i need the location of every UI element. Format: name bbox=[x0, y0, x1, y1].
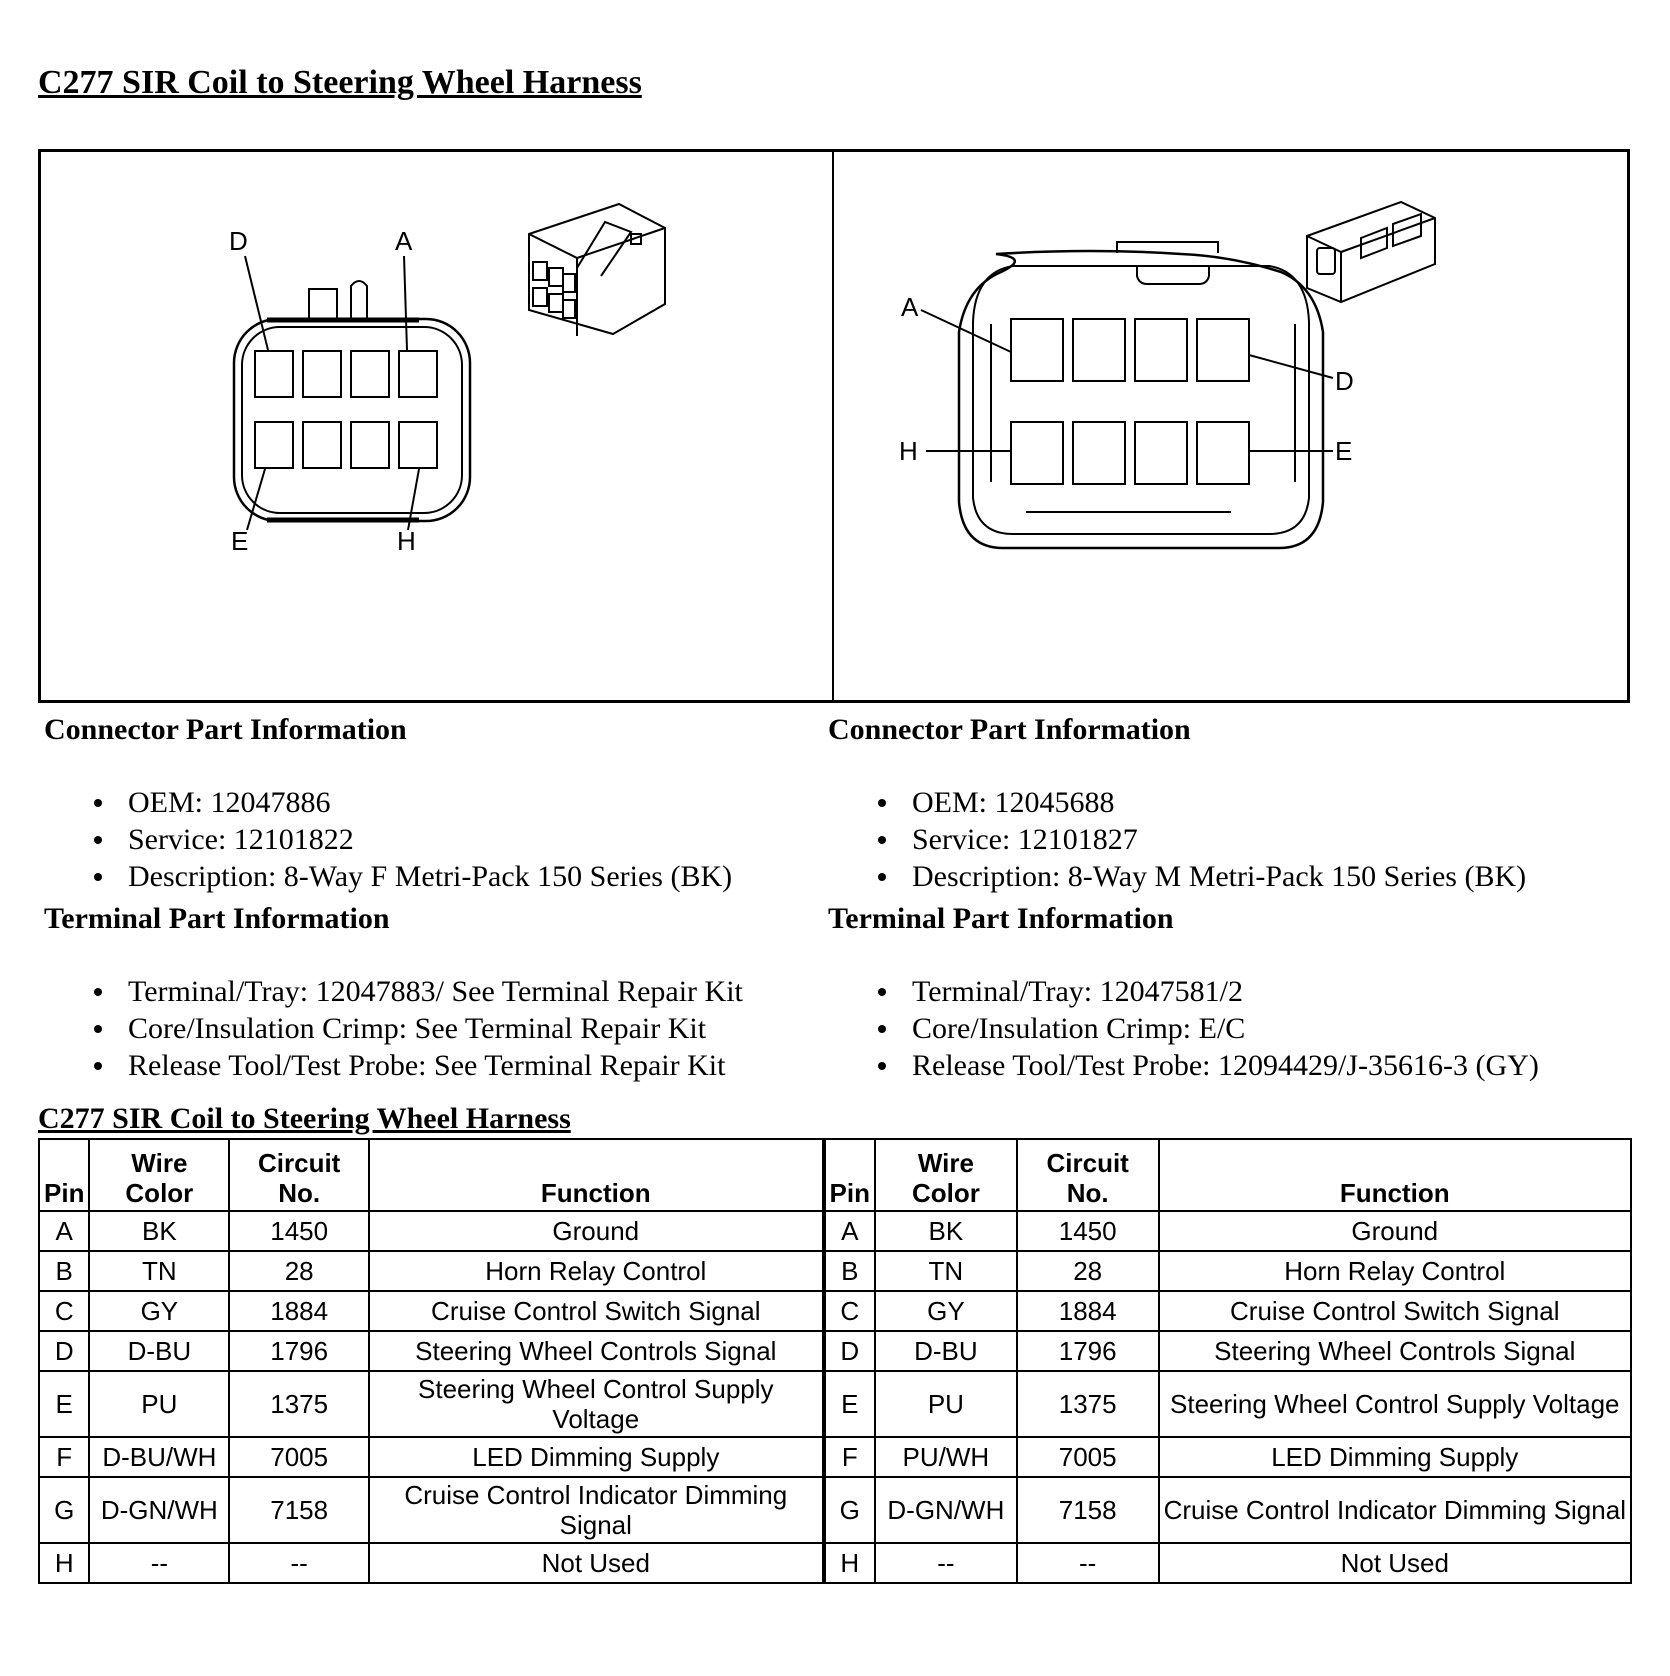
header-circuit-no: Circuit No. bbox=[1017, 1139, 1159, 1211]
right-terminal-heading: Terminal Part Information bbox=[828, 902, 1174, 935]
function-cell: Cruise Control Switch Signal bbox=[1159, 1291, 1631, 1331]
left-label-e: E bbox=[231, 526, 249, 556]
female-housing-iso bbox=[529, 204, 665, 336]
circuit-cell: 1450 bbox=[1017, 1211, 1159, 1251]
function-cell: Not Used bbox=[369, 1543, 823, 1583]
wire-color-cell: D-GN/WH bbox=[89, 1477, 229, 1543]
header-function: Function bbox=[369, 1139, 823, 1211]
connector-diagrams bbox=[41, 152, 1627, 700]
left-connector-description: Description: 8-Way F Metri-Pack 150 Series (BK) bbox=[84, 858, 834, 895]
wire-color-cell: D-BU/WH bbox=[89, 1437, 229, 1477]
circuit-cell: 7158 bbox=[1017, 1477, 1159, 1543]
wire-color-cell: D-BU bbox=[875, 1331, 1017, 1371]
header-pin: Pin bbox=[824, 1139, 875, 1211]
left-terminal-crimp: Core/Insulation Crimp: See Terminal Repair Kit bbox=[84, 1010, 834, 1047]
function-cell: LED Dimming Supply bbox=[369, 1437, 823, 1477]
header-pin: Pin bbox=[39, 1139, 89, 1211]
pin-cell: H bbox=[824, 1543, 875, 1583]
function-cell: Not Used bbox=[1159, 1543, 1631, 1583]
right-terminal-crimp: Core/Insulation Crimp: E/C bbox=[868, 1010, 1618, 1047]
wire-color-cell: PU bbox=[875, 1371, 1017, 1437]
pin-cell: B bbox=[39, 1251, 89, 1291]
header-circuit-no: Circuit No. bbox=[229, 1139, 369, 1211]
function-cell: Cruise Control Indicator Dimming Signal bbox=[369, 1477, 823, 1543]
right-label-e: E bbox=[1335, 436, 1353, 466]
right-terminal-release-tool: Release Tool/Test Probe: 12094429/J-35616-3 (GY) bbox=[868, 1047, 1618, 1084]
pin-cell: E bbox=[39, 1371, 89, 1437]
function-cell: Horn Relay Control bbox=[1159, 1251, 1631, 1291]
function-cell: Steering Wheel Control Supply Voltage bbox=[1159, 1371, 1631, 1437]
connector-diagram-frame bbox=[38, 149, 1630, 703]
circuit-cell: 7005 bbox=[1017, 1437, 1159, 1477]
table-row bbox=[39, 1331, 1631, 1371]
circuit-cell: 1796 bbox=[229, 1331, 369, 1371]
pin-cell: A bbox=[39, 1211, 89, 1251]
table-row bbox=[39, 1477, 1631, 1543]
left-part-info bbox=[44, 712, 834, 1084]
circuit-cell: 7005 bbox=[229, 1437, 369, 1477]
circuit-cell: 28 bbox=[229, 1251, 369, 1291]
document-title: C277 SIR Coil to Steering Wheel Harness bbox=[38, 64, 642, 101]
wire-color-cell: D-BU bbox=[89, 1331, 229, 1371]
pin-cell: E bbox=[824, 1371, 875, 1437]
function-cell: Ground bbox=[1159, 1211, 1631, 1251]
left-terminal-tray: Terminal/Tray: 12047883/ See Terminal Repair Kit bbox=[84, 973, 834, 1010]
right-label-h: H bbox=[899, 436, 918, 466]
wire-color-cell: GY bbox=[89, 1291, 229, 1331]
right-terminal-tray: Terminal/Tray: 12047581/2 bbox=[868, 973, 1618, 1010]
function-cell: Cruise Control Indicator Dimming Signal bbox=[1159, 1477, 1631, 1543]
pin-cell: G bbox=[824, 1477, 875, 1543]
wire-color-cell: BK bbox=[89, 1211, 229, 1251]
wire-color-cell: BK bbox=[875, 1211, 1017, 1251]
function-cell: Horn Relay Control bbox=[369, 1251, 823, 1291]
left-connector-heading: Connector Part Information bbox=[44, 713, 407, 746]
wire-color-cell: TN bbox=[89, 1251, 229, 1291]
left-terminal-list bbox=[44, 973, 834, 1084]
wire-color-cell: -- bbox=[875, 1543, 1017, 1583]
right-connector-heading: Connector Part Information bbox=[828, 713, 1191, 746]
circuit-cell: 28 bbox=[1017, 1251, 1159, 1291]
wire-color-cell: TN bbox=[875, 1251, 1017, 1291]
left-connector-service: Service: 12101822 bbox=[84, 821, 834, 858]
function-cell: Cruise Control Switch Signal bbox=[369, 1291, 823, 1331]
pin-cell: F bbox=[39, 1437, 89, 1477]
wire-color-cell: -- bbox=[89, 1543, 229, 1583]
male-connector-face bbox=[921, 242, 1333, 548]
pin-cell: D bbox=[39, 1331, 89, 1371]
right-label-d: D bbox=[1335, 366, 1354, 396]
table-row bbox=[39, 1543, 1631, 1583]
right-connector-service: Service: 12101827 bbox=[868, 821, 1618, 858]
left-terminal-heading: Terminal Part Information bbox=[44, 902, 390, 935]
pin-cell: A bbox=[824, 1211, 875, 1251]
table-row bbox=[39, 1437, 1631, 1477]
right-terminal-list bbox=[828, 973, 1618, 1084]
table-row bbox=[39, 1371, 1631, 1437]
function-cell: Steering Wheel Controls Signal bbox=[1159, 1331, 1631, 1371]
wire-color-cell: PU/WH bbox=[875, 1437, 1017, 1477]
left-label-a: A bbox=[395, 226, 413, 256]
wire-color-cell: GY bbox=[875, 1291, 1017, 1331]
circuit-cell: 1450 bbox=[229, 1211, 369, 1251]
circuit-cell: 1884 bbox=[229, 1291, 369, 1331]
left-terminal-release-tool: Release Tool/Test Probe: See Terminal Repair Kit bbox=[84, 1047, 834, 1084]
right-connector-description: Description: 8-Way M Metri-Pack 150 Series (BK) bbox=[868, 858, 1618, 895]
table-row bbox=[39, 1211, 1631, 1251]
header-wire-color: Wire Color bbox=[875, 1139, 1017, 1211]
pin-cell: C bbox=[39, 1291, 89, 1331]
right-part-info bbox=[828, 712, 1618, 1084]
function-cell: Steering Wheel Control Supply Voltage bbox=[369, 1371, 823, 1437]
female-connector-face bbox=[234, 256, 470, 530]
wire-color-cell: PU bbox=[89, 1371, 229, 1437]
right-connector-list bbox=[828, 784, 1618, 895]
wire-color-cell: D-GN/WH bbox=[875, 1477, 1017, 1543]
circuit-cell: 7158 bbox=[229, 1477, 369, 1543]
left-label-d: D bbox=[229, 226, 248, 256]
table-header-row bbox=[39, 1139, 1631, 1211]
function-cell: Ground bbox=[369, 1211, 823, 1251]
left-connector-list bbox=[44, 784, 834, 895]
function-cell: Steering Wheel Controls Signal bbox=[369, 1331, 823, 1371]
function-cell: LED Dimming Supply bbox=[1159, 1437, 1631, 1477]
pin-cell: H bbox=[39, 1543, 89, 1583]
table-row bbox=[39, 1251, 1631, 1291]
circuit-cell: -- bbox=[1017, 1543, 1159, 1583]
header-wire-color: Wire Color bbox=[89, 1139, 229, 1211]
right-label-a: A bbox=[901, 292, 919, 322]
circuit-cell: 1375 bbox=[1017, 1371, 1159, 1437]
circuit-cell: 1796 bbox=[1017, 1331, 1159, 1371]
header-function: Function bbox=[1159, 1139, 1631, 1211]
pin-cell: B bbox=[824, 1251, 875, 1291]
pin-cell: C bbox=[824, 1291, 875, 1331]
table-title: C277 SIR Coil to Steering Wheel Harness bbox=[38, 1102, 571, 1135]
circuit-cell: 1375 bbox=[229, 1371, 369, 1437]
pinout-table bbox=[38, 1138, 1632, 1584]
table-row bbox=[39, 1291, 1631, 1331]
pin-cell: G bbox=[39, 1477, 89, 1543]
pin-cell: D bbox=[824, 1331, 875, 1371]
circuit-cell: -- bbox=[229, 1543, 369, 1583]
left-label-h: H bbox=[397, 526, 416, 556]
right-connector-oem: OEM: 12045688 bbox=[868, 784, 1618, 821]
male-housing-iso bbox=[1307, 202, 1435, 302]
left-connector-oem: OEM: 12047886 bbox=[84, 784, 834, 821]
circuit-cell: 1884 bbox=[1017, 1291, 1159, 1331]
pin-cell: F bbox=[824, 1437, 875, 1477]
